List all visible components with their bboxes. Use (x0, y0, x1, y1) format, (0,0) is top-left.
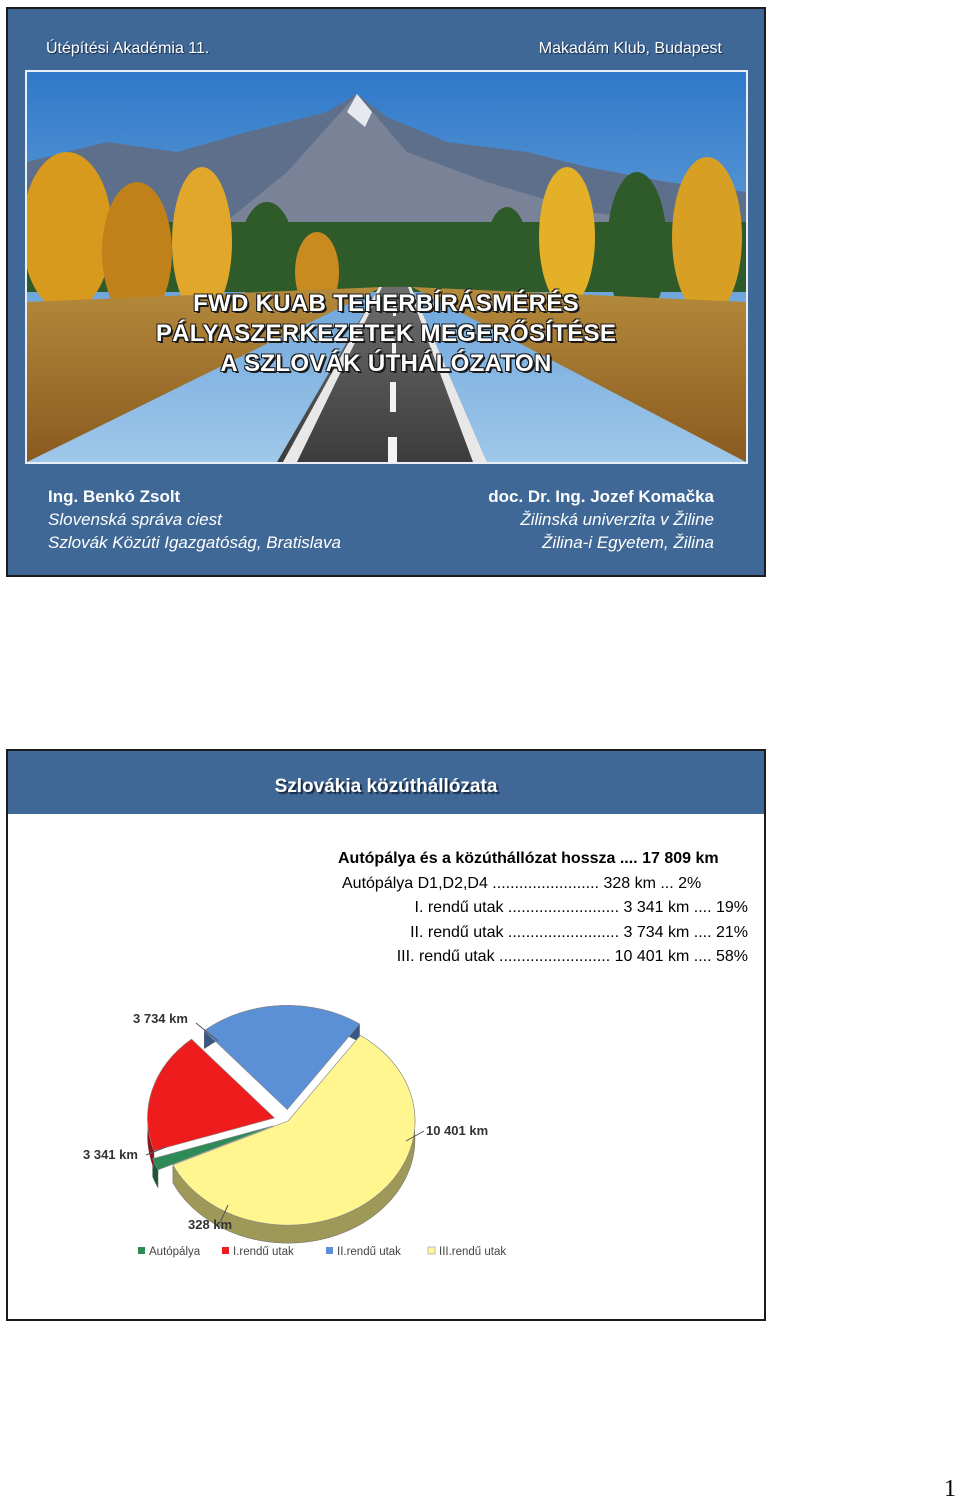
venue-name: Makadám Klub, Budapest (538, 40, 722, 57)
author-left-name: Ing. Benkó Zsolt (48, 487, 181, 506)
mountain-road-photo (25, 70, 748, 464)
title-slide (6, 7, 766, 577)
legend-swatch-2 (326, 1247, 333, 1254)
pie-data-label-2: 3 734 km (133, 1011, 188, 1026)
event-name: Útépítési Akadémia 11. (46, 40, 210, 57)
author-left-org1: Slovenská správa ciest (48, 510, 222, 529)
author-right (488, 485, 714, 554)
network-stats (338, 847, 748, 970)
author-left-org2: Szlovák Közúti Igazgatóság, Bratislava (48, 533, 341, 552)
title-line-1: FWD KUAB TEHERBÍRÁSMÉRÉS (193, 290, 579, 317)
stats-row-motorway: Autópálya D1,D2,D4 ........................ 328 km ... 2% (342, 874, 702, 892)
pie-data-label-1: 3 341 km (83, 1147, 138, 1162)
title-line-2: PÁLYASZERKEZETEK MEGERŐSÍTÉSE (155, 320, 617, 347)
stats-row-class1: I. rendű utak ......................... 3 341 km .... 19% (414, 899, 748, 916)
legend-item-2: II.rendű utak (337, 1246, 401, 1258)
slide-header (8, 751, 764, 814)
road-network-pie-chart (68, 1001, 528, 1271)
author-right-org2: Žilina-i Egyetem, Žilina (542, 533, 714, 552)
slide-title: Szlovákia közúthállózata (274, 776, 498, 797)
legend-item-3: III.rendű utak (439, 1246, 507, 1258)
legend-item-0: Autópálya (149, 1246, 201, 1258)
legend-swatch-0 (138, 1247, 145, 1254)
page-number: 1 (944, 1476, 956, 1502)
legend-swatch-1 (222, 1247, 229, 1254)
presentation-title (8, 289, 764, 379)
pie-data-label-3: 10 401 km (426, 1123, 489, 1138)
author-right-org1: Žilinská univerzita v Žiline (520, 510, 714, 529)
network-slide (6, 749, 766, 1321)
stats-row-class3: III. rendű utak ......................... 10 401 km .... 58% (396, 948, 748, 965)
pie-data-label-0: 328 km (188, 1217, 233, 1232)
legend-item-1: I.rendű utak (233, 1246, 294, 1258)
author-left (48, 485, 341, 554)
stats-row-class2: II. rendű utak ......................... 3 734 km .... 21% (410, 923, 748, 941)
stats-summary: Autópálya és a közúthállózat hossza .... 17 809 km (338, 850, 719, 867)
legend-swatch-3 (428, 1247, 435, 1254)
author-right-name: doc. Dr. Ing. Jozef Komačka (488, 487, 714, 506)
title-line-3: A SZLOVÁK ÚTHÁLÓZATON (220, 350, 552, 377)
